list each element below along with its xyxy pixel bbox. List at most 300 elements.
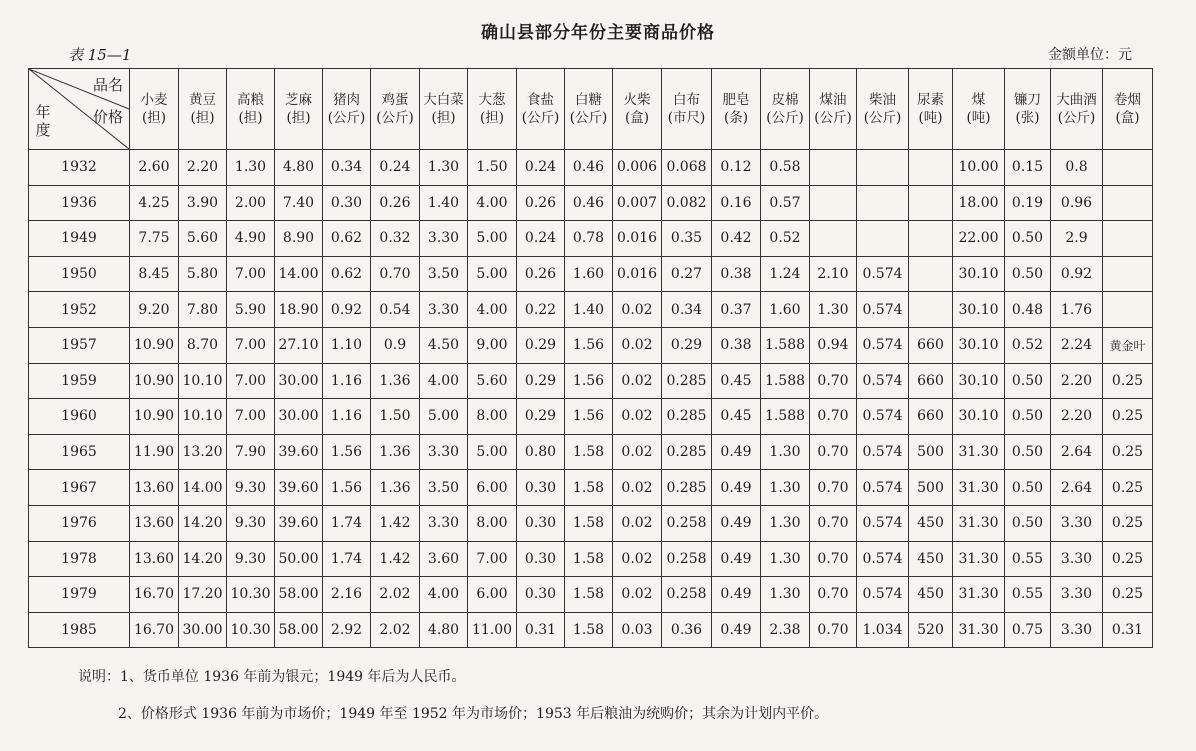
price-cell: 0.32 (371, 221, 420, 257)
price-cell: 13.20 (179, 434, 227, 470)
price-cell: 0.12 (712, 150, 761, 186)
price-cell: 1.56 (565, 399, 613, 435)
price-cell: 2.10 (810, 256, 857, 292)
price-cell: 39.60 (275, 505, 323, 541)
note-1: 说明：1、货币单位 1936 年前为银元；1949 年后为人民币。 (78, 669, 466, 685)
price-cell: 0.30 (517, 505, 565, 541)
price-cell: 0.02 (613, 292, 662, 328)
price-cell: 0.92 (323, 292, 371, 328)
price-cell: 1.56 (323, 434, 371, 470)
price-cell: 0.50 (1005, 221, 1051, 257)
price-cell: 50.00 (275, 541, 323, 577)
year-cell: 1978 (29, 541, 130, 577)
price-cell: 0.02 (613, 541, 662, 577)
price-cell: 10.90 (130, 399, 179, 435)
price-cell: 4.50 (420, 327, 468, 363)
page-title: 确山县部分年份主要商品价格 (481, 23, 715, 43)
price-cell: 2.16 (323, 577, 371, 613)
price-cell: 0.46 (565, 150, 613, 186)
price-cell: 0.25 (1103, 399, 1153, 435)
price-cell: 31.30 (953, 612, 1005, 648)
column-name: 柴油 (869, 91, 896, 108)
price-cell: 1.16 (323, 399, 371, 435)
price-cell: 27.10 (275, 327, 323, 363)
column-unit: (公斤) (766, 110, 804, 126)
price-cell: 0.58 (761, 150, 810, 186)
price-cell: 8.00 (468, 399, 517, 435)
year-cell: 1979 (29, 577, 130, 613)
price-cell: 0.50 (1005, 363, 1051, 399)
column-unit: (吨) (966, 110, 991, 126)
price-cell: 0.25 (1103, 363, 1153, 399)
price-cell: 1.30 (420, 150, 468, 186)
price-cell: 30.10 (953, 363, 1005, 399)
price-cell: 0.16 (712, 185, 761, 221)
price-cell: 0.15 (1005, 150, 1051, 186)
table-row (29, 541, 1153, 577)
price-cell: 0.30 (323, 185, 371, 221)
column-header (761, 69, 810, 150)
price-cell: 58.00 (275, 612, 323, 648)
price-table (28, 68, 1153, 648)
column-header (1103, 69, 1153, 150)
price-cell: 1.42 (371, 505, 420, 541)
price-cell: 6.00 (468, 470, 517, 506)
price-cell: 2.60 (130, 150, 179, 186)
price-cell (909, 256, 953, 292)
price-cell: 0.574 (857, 434, 909, 470)
price-cell: 3.30 (420, 292, 468, 328)
price-cell: 4.80 (420, 612, 468, 648)
price-cell: 2.38 (761, 612, 810, 648)
price-cell: 30.10 (953, 256, 1005, 292)
price-cell: 39.60 (275, 470, 323, 506)
price-cell: 5.80 (179, 256, 227, 292)
column-header (1005, 69, 1051, 150)
price-cell: 4.25 (130, 185, 179, 221)
price-cell: 0.19 (1005, 185, 1051, 221)
column-unit: (公斤) (376, 110, 414, 126)
column-header (565, 69, 613, 150)
price-cell: 0.22 (517, 292, 565, 328)
price-cell: 0.49 (712, 434, 761, 470)
column-unit: (公斤) (327, 110, 366, 126)
price-cell: 2.00 (227, 185, 275, 221)
price-cell: 1.56 (565, 327, 613, 363)
price-cell: 14.20 (179, 505, 227, 541)
price-cell: 0.574 (857, 399, 909, 435)
price-cell: 1.58 (565, 577, 613, 613)
year-cell: 1952 (29, 292, 130, 328)
price-cell: 14.00 (275, 256, 323, 292)
price-cell: 0.34 (662, 292, 712, 328)
price-cell: 8.90 (275, 221, 323, 257)
price-cell: 0.285 (662, 363, 712, 399)
price-cell: 39.60 (275, 434, 323, 470)
column-name: 大葱 (478, 91, 506, 108)
price-cell: 1.30 (227, 150, 275, 186)
price-cell: 0.24 (517, 221, 565, 257)
price-cell: 0.70 (810, 505, 857, 541)
price-cell: 0.75 (1005, 612, 1051, 648)
price-cell: 4.00 (420, 577, 468, 613)
column-name: 小麦 (140, 91, 168, 108)
price-cell: 6.00 (468, 577, 517, 613)
price-cell: 0.25 (1103, 541, 1153, 577)
column-name: 尿素 (917, 91, 944, 108)
price-cell: 0.31 (1103, 612, 1153, 648)
price-cell: 450 (909, 577, 953, 613)
corner-label-year: 年度 (35, 103, 51, 139)
price-cell: 1.36 (371, 363, 420, 399)
column-name: 火柴 (623, 91, 651, 108)
price-cell: 0.068 (662, 150, 712, 186)
year-cell: 1976 (29, 505, 130, 541)
price-cell: 0.62 (323, 221, 371, 257)
price-cell: 0.24 (371, 150, 420, 186)
header-row (29, 69, 1153, 150)
price-cell: 0.50 (1005, 505, 1051, 541)
price-cell: 1.60 (565, 256, 613, 292)
price-cell: 9.20 (130, 292, 179, 328)
column-unit: (担) (141, 110, 167, 126)
price-cell (1103, 150, 1153, 186)
price-cell: 0.49 (712, 577, 761, 613)
price-cell: 4.90 (227, 221, 275, 257)
price-cell: 0.30 (517, 541, 565, 577)
year-cell: 1949 (29, 221, 130, 257)
price-cell: 1.74 (323, 541, 371, 577)
price-cell: 1.30 (761, 470, 810, 506)
price-cell: 0.36 (662, 612, 712, 648)
column-header (857, 69, 909, 150)
price-cell: 7.00 (468, 541, 517, 577)
price-cell: 3.60 (420, 541, 468, 577)
price-cell: 16.70 (130, 577, 179, 613)
price-cell: 2.24 (1051, 327, 1103, 363)
year-cell: 1957 (29, 327, 130, 363)
price-cell: 0.007 (613, 185, 662, 221)
price-cell: 11.90 (130, 434, 179, 470)
price-cell (857, 221, 909, 257)
price-cell: 58.00 (275, 577, 323, 613)
price-cell: 1.30 (761, 505, 810, 541)
column-unit: (市尺) (667, 110, 706, 126)
price-cell: 5.60 (468, 363, 517, 399)
column-name: 猪肉 (333, 91, 360, 108)
price-cell: 0.285 (662, 434, 712, 470)
price-cell: 0.574 (857, 541, 909, 577)
price-cell: 0.258 (662, 505, 712, 541)
price-cell: 0.45 (712, 399, 761, 435)
price-cell: 0.70 (810, 470, 857, 506)
price-cell: 14.00 (179, 470, 227, 506)
price-cell: 1.30 (761, 541, 810, 577)
price-cell: 0.26 (517, 256, 565, 292)
price-cell: 4.00 (468, 185, 517, 221)
price-cell: 0.574 (857, 363, 909, 399)
price-cell: 1.42 (371, 541, 420, 577)
price-cell: 5.00 (468, 434, 517, 470)
price-cell: 7.00 (227, 327, 275, 363)
price-cell: 0.55 (1005, 577, 1051, 613)
price-cell: 17.20 (179, 577, 227, 613)
price-cell: 3.30 (420, 434, 468, 470)
column-unit: (公斤) (814, 110, 852, 126)
price-cell: 0.02 (613, 434, 662, 470)
price-cell: 1.30 (810, 292, 857, 328)
column-name: 卷烟 (1114, 91, 1141, 108)
price-cell: 0.26 (517, 185, 565, 221)
price-cell: 7.00 (227, 363, 275, 399)
price-cell: 0.574 (857, 327, 909, 363)
price-cell: 5.90 (227, 292, 275, 328)
price-cell: 10.10 (179, 363, 227, 399)
price-cell: 0.02 (613, 470, 662, 506)
price-cell: 30.00 (179, 612, 227, 648)
price-cell: 0.285 (662, 399, 712, 435)
column-unit: (公斤) (521, 110, 560, 126)
column-unit: (担) (431, 110, 456, 126)
price-cell: 520 (909, 612, 953, 648)
column-header (227, 69, 275, 150)
column-name: 镰刀 (1014, 91, 1041, 108)
price-cell: 0.02 (613, 399, 662, 435)
column-name: 高粮 (237, 91, 264, 108)
price-cell: 0.70 (810, 363, 857, 399)
price-cell: 1.16 (323, 363, 371, 399)
corner-label-price: 价格 (92, 108, 123, 126)
price-cell: 22.00 (953, 221, 1005, 257)
column-unit: (公斤) (863, 110, 902, 126)
price-cell: 5.00 (468, 256, 517, 292)
price-cell: 0.258 (662, 541, 712, 577)
price-cell: 0.94 (810, 327, 857, 363)
price-cell: 0.016 (613, 221, 662, 257)
column-unit: (盒) (624, 110, 650, 126)
price-cell: 450 (909, 505, 953, 541)
price-cell: 10.00 (953, 150, 1005, 186)
price-cell: 8.00 (468, 505, 517, 541)
column-header (810, 69, 857, 150)
price-cell: 0.37 (712, 292, 761, 328)
price-cell: 0.574 (857, 470, 909, 506)
price-cell: 0.48 (1005, 292, 1051, 328)
price-cell: 1.30 (761, 434, 810, 470)
price-cell: 0.27 (662, 256, 712, 292)
price-cell (810, 185, 857, 221)
table-row (29, 434, 1153, 470)
price-cell (1103, 221, 1153, 257)
price-cell: 0.25 (1103, 434, 1153, 470)
year-cell: 1967 (29, 470, 130, 506)
table-row (29, 327, 1153, 363)
price-cell: 3.30 (1051, 505, 1103, 541)
price-cell: 9.30 (227, 541, 275, 577)
column-header (662, 69, 712, 150)
price-cell: 13.60 (130, 470, 179, 506)
price-cell: 2.02 (371, 612, 420, 648)
price-cell: 7.90 (227, 434, 275, 470)
price-cell (1103, 185, 1153, 221)
price-cell: 0.26 (371, 185, 420, 221)
price-cell: 1.74 (323, 505, 371, 541)
price-cell: 10.30 (227, 577, 275, 613)
price-cell: 660 (909, 399, 953, 435)
price-cell: 8.45 (130, 256, 179, 292)
year-cell: 1936 (29, 185, 130, 221)
price-cell: 0.50 (1005, 256, 1051, 292)
price-cell: 30.10 (953, 327, 1005, 363)
column-header (468, 69, 517, 150)
price-cell: 0.45 (712, 363, 761, 399)
price-cell: 7.40 (275, 185, 323, 221)
price-cell: 14.20 (179, 541, 227, 577)
column-name: 芝麻 (285, 91, 312, 108)
price-cell: 5.60 (179, 221, 227, 257)
price-cell: 1.58 (565, 470, 613, 506)
column-header (1051, 69, 1103, 150)
corner-label-name: 品名 (92, 76, 123, 94)
column-header (323, 69, 371, 150)
price-cell (810, 150, 857, 186)
price-cell: 2.20 (179, 150, 227, 186)
price-cell: 3.30 (1051, 541, 1103, 577)
column-name: 食盐 (527, 91, 554, 108)
price-cell: 0.50 (1005, 399, 1051, 435)
price-cell: 1.40 (420, 185, 468, 221)
price-cell: 0.30 (517, 470, 565, 506)
price-cell: 1.588 (761, 327, 810, 363)
price-cell: 0.50 (1005, 470, 1051, 506)
column-name: 肥皂 (722, 91, 750, 108)
price-cell: 2.20 (1051, 399, 1103, 435)
price-cell: 30.10 (953, 399, 1005, 435)
price-cell: 0.70 (810, 612, 857, 648)
price-cell: 1.30 (761, 577, 810, 613)
price-cell: 1.588 (761, 399, 810, 435)
price-cell: 2.02 (371, 577, 420, 613)
price-cell: 10.30 (227, 612, 275, 648)
column-name: 黄豆 (189, 91, 216, 108)
price-cell: 0.29 (517, 327, 565, 363)
price-cell: 0.9 (371, 327, 420, 363)
year-cell: 1960 (29, 399, 130, 435)
note-2: 2、价格形式 1936 年前为市场价；1949 年至 1952 年为市场价；1953 年后粮油为统购价；其余为计划内平价。 (118, 706, 829, 722)
price-cell: 9.30 (227, 470, 275, 506)
price-cell: 30.00 (275, 363, 323, 399)
column-name: 煤 (971, 91, 986, 108)
price-cell: 5.00 (468, 221, 517, 257)
column-header (953, 69, 1005, 150)
price-cell: 1.50 (371, 399, 420, 435)
year-cell: 1959 (29, 363, 130, 399)
price-cell: 0.49 (712, 541, 761, 577)
column-name: 白布 (673, 91, 700, 108)
column-header (712, 69, 761, 150)
table-row (29, 363, 1153, 399)
price-cell: 1.24 (761, 256, 810, 292)
price-cell: 1.60 (761, 292, 810, 328)
price-cell: 1.58 (565, 505, 613, 541)
table-body (29, 150, 1153, 648)
price-cell: 0.49 (712, 470, 761, 506)
price-cell: 0.57 (761, 185, 810, 221)
price-cell: 0.70 (810, 434, 857, 470)
unit-label: 金额单位：元 (1048, 47, 1132, 63)
year-cell: 1965 (29, 434, 130, 470)
price-cell: 0.082 (662, 185, 712, 221)
price-cell: 31.30 (953, 434, 1005, 470)
price-cell: 0.29 (662, 327, 712, 363)
column-name: 鸡蛋 (381, 91, 409, 108)
price-cell: 0.29 (517, 399, 565, 435)
price-cell: 0.55 (1005, 541, 1051, 577)
price-cell: 0.70 (810, 577, 857, 613)
column-unit: (公斤) (1057, 110, 1096, 126)
price-cell: 0.42 (712, 221, 761, 257)
price-cell: 18.90 (275, 292, 323, 328)
price-cell: 0.80 (517, 434, 565, 470)
year-cell: 1985 (29, 612, 130, 648)
price-cell: 0.258 (662, 577, 712, 613)
price-cell: 11.00 (468, 612, 517, 648)
price-cell: 10.10 (179, 399, 227, 435)
price-cell (857, 185, 909, 221)
price-cell: 0.38 (712, 327, 761, 363)
column-unit: (担) (238, 110, 263, 126)
price-cell: 7.75 (130, 221, 179, 257)
price-cell: 2.64 (1051, 434, 1103, 470)
price-cell: 0.02 (613, 363, 662, 399)
column-header (371, 69, 420, 150)
price-cell: 7.00 (227, 399, 275, 435)
price-cell: 0.52 (1005, 327, 1051, 363)
price-cell: 4.80 (275, 150, 323, 186)
price-cell: 4.00 (420, 363, 468, 399)
price-cell: 31.30 (953, 541, 1005, 577)
price-cell: 0.78 (565, 221, 613, 257)
price-cell: 0.24 (517, 150, 565, 186)
price-cell: 1.36 (371, 470, 420, 506)
column-unit: (担) (479, 110, 505, 126)
column-header (420, 69, 468, 150)
price-cell: 500 (909, 434, 953, 470)
price-cell: 3.50 (420, 256, 468, 292)
price-cell: 1.40 (565, 292, 613, 328)
price-cell: 0.96 (1051, 185, 1103, 221)
price-cell: 3.90 (179, 185, 227, 221)
price-cell: 1.58 (565, 612, 613, 648)
table-number: 表 15—1 (68, 46, 132, 64)
price-cell: 1.76 (1051, 292, 1103, 328)
price-cell: 0.70 (371, 256, 420, 292)
price-cell: 1.10 (323, 327, 371, 363)
price-cell: 0.02 (613, 505, 662, 541)
column-name: 白糖 (575, 91, 602, 108)
price-cell: 0.50 (1005, 434, 1051, 470)
price-cell: 31.30 (953, 505, 1005, 541)
price-cell: 13.60 (130, 505, 179, 541)
price-cell: 黄金叶 (1103, 327, 1153, 363)
price-cell: 0.70 (810, 399, 857, 435)
price-cell: 3.30 (1051, 612, 1103, 648)
price-cell: 0.574 (857, 256, 909, 292)
column-header (613, 69, 662, 150)
column-unit: (条) (723, 110, 749, 126)
price-cell: 3.50 (420, 470, 468, 506)
price-cell: 450 (909, 541, 953, 577)
